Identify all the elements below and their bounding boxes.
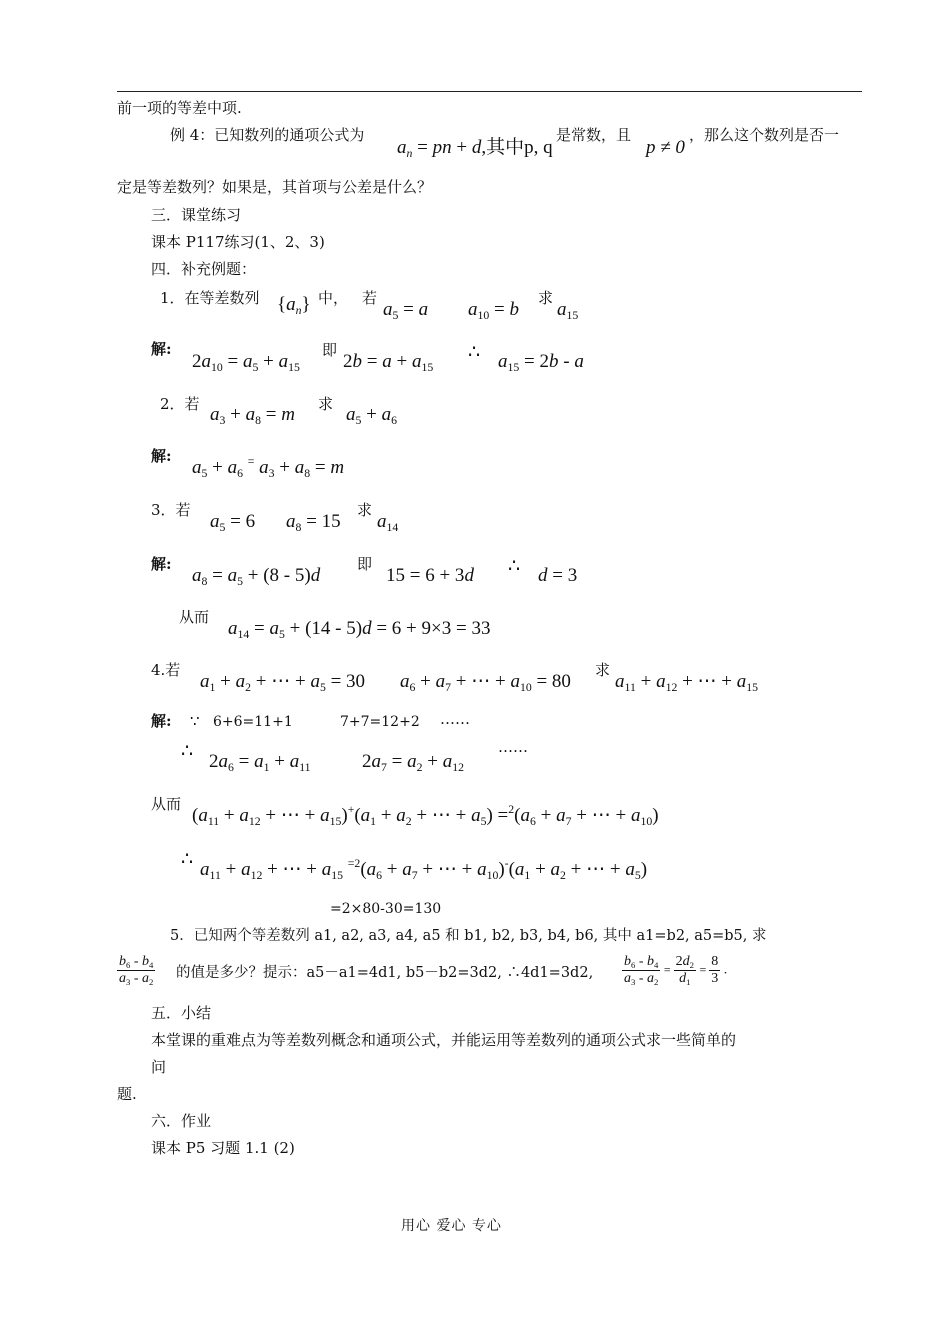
problem2-jie: 解: (151, 447, 172, 465)
problem4-given1: $a_1 + a_2$ + ⋯ + $a_5 = 30$ (200, 671, 366, 695)
example4-tail: ，那么这个数列是否一 (689, 126, 840, 144)
problem1-therefore: ∴ (468, 342, 481, 363)
problem3-step2: 15 = 6 + 3d (386, 565, 474, 586)
section6-title: 六．作业 (151, 1112, 212, 1130)
section5-line1: 本堂课的重难点为等差数列概念和通项公式，并能运用等差数列的通项公式求一些简单的 (151, 1031, 737, 1049)
problem3-ji: 即 (357, 555, 373, 573)
problem4-target: $a_{11} + a_{12}$ + ⋯ + $a_{15}$ (615, 671, 759, 695)
example4-label: 例 4：已知数列的通项公式为 (170, 126, 365, 144)
problem3-jie: 解: (151, 555, 172, 573)
problem1-qiu: 求 (538, 289, 554, 307)
page-footer: 用心 爱心 专心 (401, 1218, 502, 1234)
header-rule (117, 91, 862, 92)
problem4-jie: 解: (151, 712, 172, 730)
problem1-step1: $2a_{10} = a_5 + a_{15}$ (192, 351, 300, 375)
intro-line: 前一项的等差中项. (117, 99, 242, 117)
section3-body: 课本 P117练习(1、2、3) (151, 233, 325, 251)
problem4-eq2: 7+7=12+2 (340, 714, 420, 730)
problem3-answer: $a_{14} = a_5 + (14 - 5)d = 6 + 9\times 3 = 33$ (228, 618, 491, 642)
section5-line3: 题. (117, 1085, 137, 1103)
example4-condition: p ≠ 0 (646, 137, 685, 158)
problem1-zhong: 中， (318, 289, 349, 307)
example4-line2: 定是等差数列？如果是，其首项与公差是什么？ (117, 178, 433, 196)
problem2-given: $a_3 + a_8 = m$ (210, 404, 295, 428)
problem1-ruo: 若 (362, 289, 378, 307)
problem1-jie: 解: (151, 340, 172, 358)
problem3-label: 3．若 (151, 501, 191, 519)
problem4-result-expr: $a_{11} + a_{12}$ + ⋯ + $a_{15}$ $^{=2}(a_6 + a_7$ + ⋯ + $a_{10})^-(a_1 + a_2$ + ⋯ + $a_5$) (200, 856, 648, 883)
problem3-target: $a_{14}$ (377, 511, 399, 535)
problem4-dots1: …… (440, 710, 470, 728)
problem4-sum-identity: ($a_{11} + a_{12}$ + ⋯ + $a_{15})^+(a_1 + a_2$ + ⋯ + $a_5) =^2(a_6 + a_7$ + ⋯ + $a_{10}$) (192, 802, 659, 829)
problem4-dots2: …… (498, 738, 528, 756)
problem2-answer: $a_5 + a_6$ = $a_3 + a_8 = m$ (192, 454, 345, 481)
problem5-line1: 5．已知两个等差数列 a1, a2, a3, a4, a5 和 b1, b2, b3, b4, b6, 其中 a1=b2, a5=b5, 求 (170, 928, 767, 944)
problem4-pair2: $2a_7 = a_2 + a_{12}$ (362, 751, 464, 775)
problem3-therefore: ∴ (508, 556, 521, 577)
problem4-pair1: $2a_6 = a_1 + a_{11}$ (209, 751, 311, 775)
example4-mid: 是常数，且 (556, 126, 632, 144)
section6-body: 课本 P5 习题 1.1 (2) (151, 1139, 295, 1157)
problem4-eq1: 6+6=11+1 (213, 714, 293, 730)
problem3-qiu: 求 (357, 501, 373, 519)
problem4-label: 4.若 (151, 661, 181, 679)
problem5-mid: 的值是多少？提示：a5－a1=4d1, b5－b2=3d2, ∴4d1=3d2, (176, 965, 594, 981)
example4-formula: $a_n$ = pn + d,其中p, q (397, 137, 553, 161)
problem4-therefore1: ∴ (181, 741, 194, 762)
problem4-therefore2: ∴ (181, 849, 194, 870)
section5-line2: 问 (151, 1058, 167, 1076)
section5-title: 五．小结 (151, 1004, 212, 1022)
problem4-given2: $a_6 + a_7$ + ⋯ + $a_{10} = 80$ (400, 671, 571, 695)
problem3-given-a8: $a_8 = 15$ (286, 511, 341, 535)
problem1-label: 1．在等差数列 (160, 289, 260, 307)
problem1-seq: $\{a_n\}$ (277, 294, 311, 318)
problem1-given-a5: $a_5 = a$ (383, 299, 429, 323)
problem1-step2: $2b = a + a_{15}$ (343, 351, 434, 375)
problem3-d: d = 3 (538, 565, 578, 586)
problem5-fraction-q: $\frac{b_6 - b_4}{a_3 - a_2}$ (119, 954, 154, 988)
problem4-qiu: 求 (595, 661, 611, 679)
section3-title: 三．课堂练习 (151, 206, 242, 224)
problem2-qiu: 求 (318, 395, 334, 413)
problem3-step1: $a_8 = a_5 + (8 - 5)d$ (192, 565, 321, 589)
problem3-given-a5: $a_5 = 6$ (210, 511, 256, 535)
problem4-congr: 从而 (151, 795, 182, 813)
problem1-answer: $a_{15} = 2b - a$ (498, 351, 584, 375)
problem2-label: 2．若 (160, 395, 200, 413)
section4-title: 四．补充例题： (151, 260, 257, 278)
problem1-target: $a_{15}$ (557, 299, 579, 323)
problem5-answer: $\frac{b_6 - b_4}{a_3 - a_2}$ = $\frac{2d_2}{d_1}$ = $\frac{8}{3}$ . (624, 954, 728, 988)
problem3-congr: 从而 (179, 608, 210, 626)
problem1-given-a10: $a_{10} = b$ (468, 299, 519, 323)
problem2-target: $a_5 + a_6$ (346, 404, 397, 428)
problem1-ji: 即 (322, 341, 338, 359)
problem4-because: ∵ (190, 712, 200, 730)
problem4-result: =2×80-30=130 (330, 901, 442, 917)
example4-formula-tail: ,其中p, q (481, 137, 553, 158)
